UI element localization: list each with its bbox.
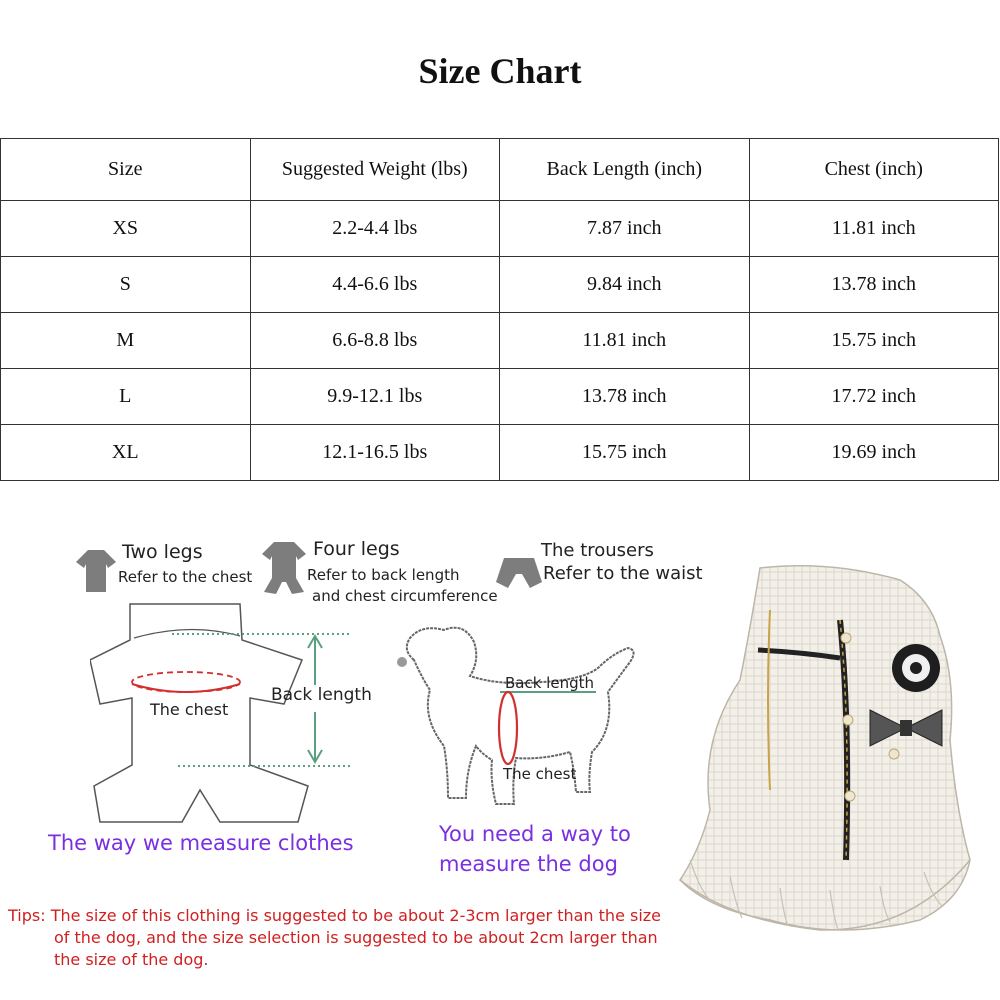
dog-caption-line-1: You need a way to xyxy=(439,822,631,846)
clothes-caption: The way we measure clothes xyxy=(48,831,354,855)
cell-chest: 11.81 inch xyxy=(749,201,999,257)
cell-back-length: 7.87 inch xyxy=(500,201,750,257)
header-weight: Suggested Weight (lbs) xyxy=(250,139,500,201)
tips-line-3: the size of the dog. xyxy=(54,950,209,969)
two-legs-shirt-icon xyxy=(74,548,118,594)
clothes-measure-diagram xyxy=(90,600,380,825)
cell-back-length: 9.84 inch xyxy=(500,257,750,313)
size-chart-table xyxy=(0,138,999,481)
table-row xyxy=(1,257,999,313)
table-row xyxy=(1,425,999,481)
header-back-length: Back Length (inch) xyxy=(500,139,750,201)
header-size: Size xyxy=(1,139,251,201)
tips-line-2: of the dog, and the size selection is suggested to be about 2cm larger than xyxy=(54,928,658,947)
dog-caption-line-2: measure the dog xyxy=(439,852,618,876)
cell-chest: 15.75 inch xyxy=(749,313,999,369)
table-header-row xyxy=(1,139,999,201)
trousers-title: The trousers xyxy=(541,540,654,561)
four-legs-desc-1: Refer to back length xyxy=(307,566,460,584)
four-legs-title: Four legs xyxy=(313,538,400,560)
cell-weight: 9.9-12.1 lbs xyxy=(250,369,500,425)
cell-back-length: 11.81 inch xyxy=(500,313,750,369)
cell-weight: 12.1-16.5 lbs xyxy=(250,425,500,481)
four-legs-suit-icon xyxy=(260,540,308,596)
two-legs-desc: Refer to the chest xyxy=(118,568,253,586)
cloth-back-length-label: Back length xyxy=(271,685,372,705)
table-row xyxy=(1,201,999,257)
cell-back-length: 13.78 inch xyxy=(500,369,750,425)
dog-chest-label: The chest xyxy=(503,765,577,783)
table-row xyxy=(1,313,999,369)
table-row xyxy=(1,369,999,425)
cell-back-length: 15.75 inch xyxy=(500,425,750,481)
cell-size: M xyxy=(1,313,251,369)
dog-back-length-label: Back length xyxy=(505,674,594,692)
cloth-chest-label: The chest xyxy=(150,700,229,719)
header-chest: Chest (inch) xyxy=(749,139,999,201)
cell-size: XL xyxy=(1,425,251,481)
tips-line-1: Tips: The size of this clothing is suggested to be about 2-3cm larger than the size xyxy=(8,906,662,925)
cell-chest: 13.78 inch xyxy=(749,257,999,313)
tips-text xyxy=(8,905,728,971)
cell-weight: 2.2-4.4 lbs xyxy=(250,201,500,257)
cell-size: XS xyxy=(1,201,251,257)
two-legs-title: Two legs xyxy=(122,541,203,563)
trousers-desc: Refer to the waist xyxy=(543,563,703,584)
cell-weight: 6.6-8.8 lbs xyxy=(250,313,500,369)
dog-measure-diagram xyxy=(392,620,652,820)
cell-size: L xyxy=(1,369,251,425)
trousers-icon xyxy=(494,556,544,590)
cell-chest: 19.69 inch xyxy=(749,425,999,481)
cell-weight: 4.4-6.6 lbs xyxy=(250,257,500,313)
cell-size: S xyxy=(1,257,251,313)
tweed-dog-dress-image xyxy=(670,560,988,940)
page-title: Size Chart xyxy=(418,51,582,91)
four-legs-desc-2: and chest circumference xyxy=(312,587,498,605)
cell-chest: 17.72 inch xyxy=(749,369,999,425)
